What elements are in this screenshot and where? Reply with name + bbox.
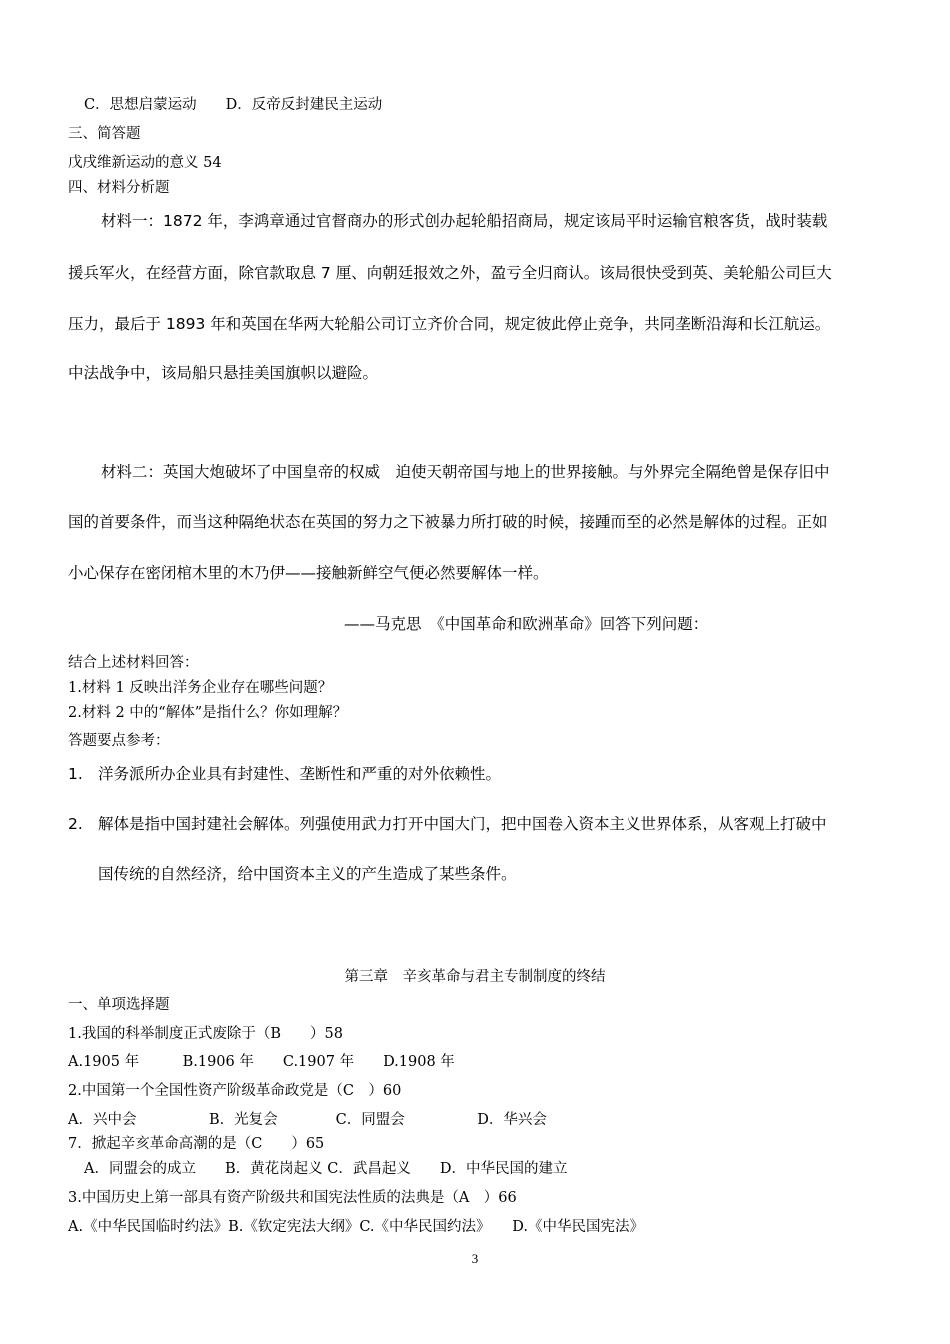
section-heading-short-answer: 三、简答题 [68, 126, 141, 142]
previous-question-options: C．思想启蒙运动 D．反帝反封建民主运动 [84, 97, 383, 113]
short-answer-question: 戊戌维新运动的意义 54 [68, 155, 222, 171]
mcq-options: A.1905 年 B.1906 年 C.1907 年 D.1908 年 [68, 1054, 455, 1070]
answer-2-text: 解体是指中国封建社会解体。列强使用武力打开中国大门，把中国卷入资本主义世界体系，从客观上打破中 [98, 815, 827, 833]
mcq-options: A．兴中会 B．光复会 C．同盟会 D．华兴会 [68, 1112, 547, 1128]
material-one-line: 材料一：1872 年，李鸿章通过官督商办的形式创办起轮船招商局，规定该局平时运输官粮客货，战时装载 [101, 212, 828, 230]
answer-2-continuation: 国传统的自然经济，给中国资本主义的产生造成了某些条件。 [98, 865, 517, 883]
mcq-question: 1.我国的科举制度正式废除于（B ）58 [68, 1026, 343, 1042]
material-one-line: 援兵军火，在经营方面，除官款取息 7 厘、向朝廷报效之外，盈亏全归商认。该局很快受到英、美轮船公司巨大 [68, 264, 832, 282]
mcq-options: A.《中华民国临时约法》B.《钦定宪法大纲》C.《中华民国约法》 D.《中华民国宪法》 [68, 1219, 644, 1235]
page-number: 3 [471, 1251, 479, 1266]
answer-1-text: 洋务派所办企业具有封建性、垄断性和严重的对外依赖性。 [98, 765, 502, 783]
material-one-line: 中法战争中，该局船只悬挂美国旗帜以避险。 [68, 364, 379, 382]
answer-1-number: 1. [68, 765, 83, 783]
question-2: 2.材料 2 中的“解体”是指什么？你如理解？ [68, 705, 348, 721]
chapter-title: 第三章 辛亥革命与君主专制制度的终结 [344, 969, 606, 985]
section-heading-material-analysis: 四、材料分析题 [68, 180, 170, 196]
material-two-line: 小心保存在密闭棺木里的木乃伊——接触新鲜空气便必然要解体一样。 [68, 564, 549, 582]
mcq-question: 7．掀起辛亥革命高潮的是（C ）65 [68, 1136, 325, 1152]
material-two-line: 国的首要条件，而当这种隔绝状态在英国的努力之下被暴力所打破的时候，接踵而至的必然是解体的过程。正如 [68, 513, 828, 531]
mcq-question: 3.中国历史上第一部具有资产阶级共和国宪法性质的法典是（A ）66 [68, 1190, 517, 1206]
combine-prompt: 结合上述材料回答： [68, 655, 199, 671]
material-one-line: 压力，最后于 1893 年和英国在华两大轮船公司订立齐价合同，规定彼此停止竞争，共同垄断沿海和长江航运。 [68, 315, 831, 333]
answer-2-number: 2. [68, 815, 83, 833]
answer-2 [68, 812, 827, 834]
material-two-source: ——马克思 《中国革命和欧洲革命》回答下列问题： [344, 615, 709, 633]
mcq-options: A．同盟会的成立 B．黄花岗起义 C．武昌起义 D．中华民国的建立 [84, 1161, 568, 1177]
answer-key-heading: 答题要点参考： [68, 733, 170, 749]
mcq-question: 2.中国第一个全国性资产阶级革命政党是（C ）60 [68, 1083, 402, 1099]
answer-1 [68, 762, 501, 784]
question-1: 1.材料 1 反映出洋务企业存在哪些问题？ [68, 680, 333, 696]
section-heading-single-choice: 一、单项选择题 [68, 997, 170, 1013]
material-two-line: 材料二：英国大炮破坏了中国皇帝的权威 迫使天朝帝国与地上的世界接触。与外界完全隔绝曾是保存旧中 [101, 463, 830, 481]
